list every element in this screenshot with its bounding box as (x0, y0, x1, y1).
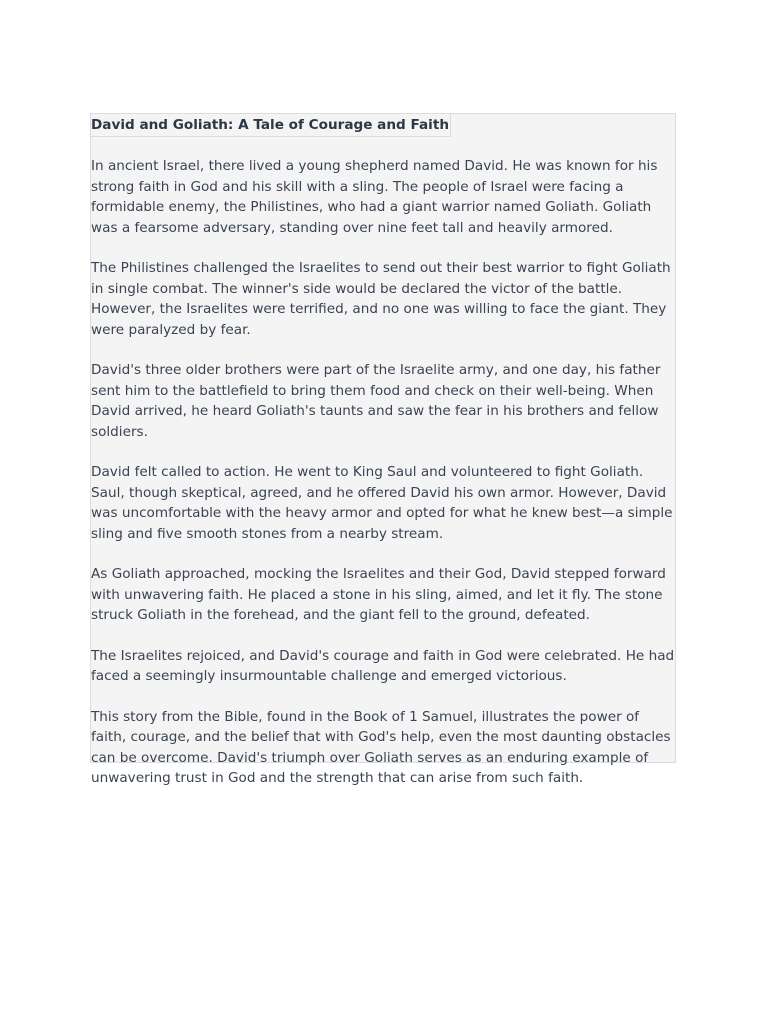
paragraph-victory: The Israelites rejoiced, and David's courage and faith in God were celebrated. He had faced a seemingly insurmountable challenge and emerged victorious. (91, 647, 675, 684)
document-block (90, 113, 676, 786)
paragraph-battle: As Goliath approached, mocking the Israelites and their God, David stepped forward with unwavering faith. He placed a stone in his sling, aimed, and let it fly. The stone struck Goliath in the forehead, and the giant fell to the ground, defeated. (91, 566, 666, 623)
paragraph-challenge: The Philistines challenged the Israelites to send out their best warrior to fight Goliath in single combat. The winner's side would be declared the victor of the battle. However, the Israelites were terrified, and no one was willing to face the giant. They were paralyzed by fear. (91, 260, 671, 338)
paragraph-intro: In ancient Israel, there lived a young shepherd named David. He was known for his strong faith in God and his skill with a sling. The people of Israel were facing a formidable enemy, the Philistines, who had a giant warrior named Goliath. Goliath was a fearsome adversary, standing over nine feet tall and heavily armored. (91, 158, 658, 236)
paragraph-conclusion: This story from the Bible, found in the Book of 1 Samuel, illustrates the power of faith, courage, and the belief that with God's help, even the most daunting obstacles can be overcome. David's triumph over Goliath serves as an enduring example of unwavering trust in God and the strength that can arise from such faith. (91, 708, 671, 786)
document-title: David and Goliath: A Tale of Courage and Faith (91, 114, 451, 137)
paragraph-brothers: David's three older brothers were part of the Israelite army, and one day, his father sent him to the battlefield to bring them food and check on their well-being. When David arrived, he heard Goliath's taunts and saw the fear in his brothers and fellow soldiers. (91, 362, 661, 440)
paragraph-volunteer: David felt called to action. He went to King Saul and volunteered to fight Goliath. Saul, though skeptical, agreed, and he offered David his own armor. However, David was uncomfortable with the heavy armor and opted for what he knew best—a simple sling and five smooth stones from a nearby stream. (91, 464, 673, 542)
document-body (91, 156, 675, 789)
